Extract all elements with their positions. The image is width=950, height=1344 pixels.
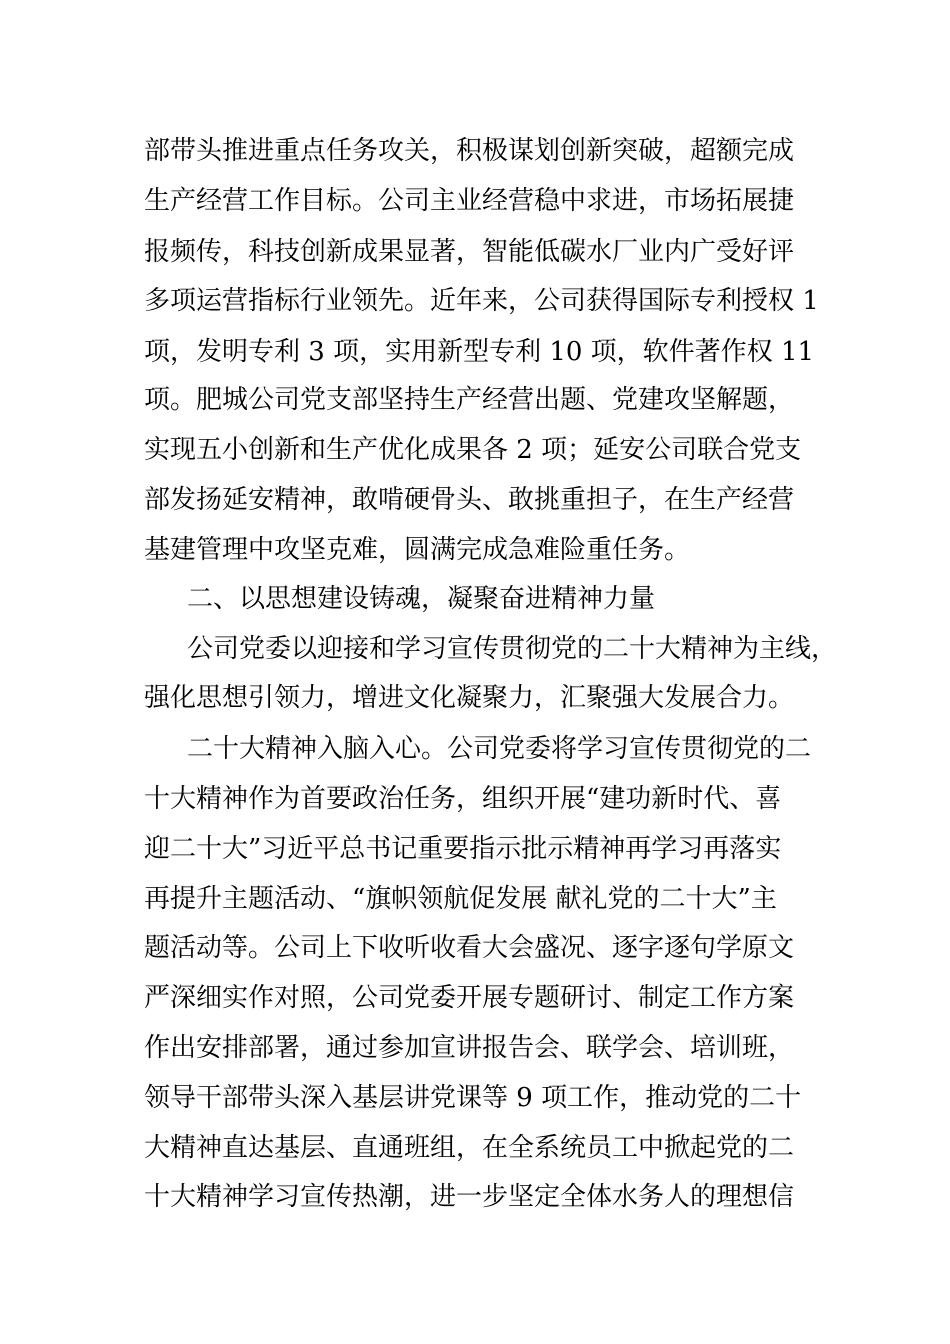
text-line: 十大精神学习宣传热潮，进一步坚定全体水务人的理想信: [144, 1182, 795, 1212]
text-line: 严深细实作对照，公司党委开展专题研讨、制定工作方案: [144, 983, 795, 1013]
text-line: 报频传，科技创新成果显著，智能低碳水厂业内广受好评: [144, 237, 795, 267]
section-heading: 二、以思想建设铸魂，凝聚奋进精神力量: [187, 584, 656, 614]
text-line: 实现五小创新和生产优化成果各 2 项；延安公司联合党支: [144, 435, 802, 465]
paragraph-start: 公司党委以迎接和学习宣传贯彻党的二十大精神为主线，: [187, 634, 838, 664]
text-line: 十大精神作为首要政治任务，组织开展“建功新时代、喜: [144, 784, 782, 814]
text-line: 项，发明专利 3 项，实用新型专利 10 项，软件著作权 11: [144, 337, 815, 367]
text-line: 部发扬延安精神，敢啃硬骨头、敢挑重担子，在生产经营: [144, 485, 795, 515]
text-line: 题活动等。公司上下收听收看大会盛况、逐字逐句学原文: [144, 933, 795, 963]
text-line: 基建管理中攻坚克难，圆满完成急难险重任务。: [144, 535, 691, 565]
text-line: 生产经营工作目标。公司主业经营稳中求进，市场拓展捷: [144, 186, 795, 216]
text-line: 部带头推进重点任务攻关，积极谋划创新突破，超额完成: [144, 136, 795, 166]
text-line: 作出安排部署，通过参加宣讲报告会、联学会、培训班，: [144, 1033, 795, 1063]
text-line: 强化思想引领力，增进文化凝聚力，汇聚强大发展合力。: [144, 683, 795, 713]
text-line: 多项运营指标行业领先。近年来，公司获得国际专利授权 1: [144, 286, 819, 316]
text-line: 再提升主题活动、“旗帜领航促发展 献礼党的二十大”主: [144, 884, 777, 914]
text-line: 项。肥城公司党支部坚持生产经营出题、党建攻坚解题，: [144, 385, 795, 415]
text-line: 迎二十大”习近平总书记重要指示批示精神再学习再落实: [144, 834, 782, 864]
paragraph-start: 二十大精神入脑入心。公司党委将学习宣传贯彻党的二: [187, 734, 812, 764]
text-line: 领导干部带头深入基层讲党课等 9 项工作，推动党的二十: [144, 1083, 802, 1113]
text-line: 大精神直达基层、直通班组，在全系统员工中掀起党的二: [144, 1133, 795, 1163]
